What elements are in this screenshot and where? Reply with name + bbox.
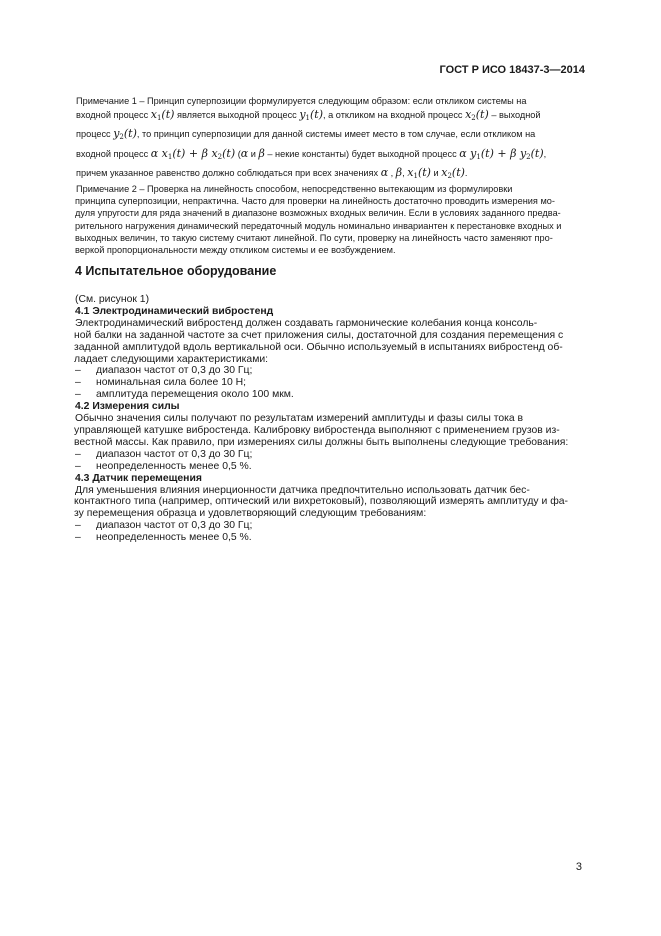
note-text: , то принцип суперпозиции для данной системы имеет место в том случае, если откликом на (136, 129, 536, 139)
subsection-4-3-title: 4.3 Датчик перемещения (75, 472, 202, 484)
math-beta: β (258, 147, 265, 160)
section-body (75, 294, 583, 544)
note-text: – Проверка на линейность способом, непосредственно вытекающим из формулировки (136, 184, 513, 194)
note-text: – выходной (488, 110, 541, 120)
body-text: Электродинамический вибростенд должен создавать гармонические колебания конца консоль- (75, 317, 538, 329)
note-1-line-5 (76, 166, 584, 180)
body-text: вестной массы. Как правило, при измерениях силы должны быть выполнены следующие требования: (74, 436, 569, 448)
list-item: – номинальная сила более 10 Н; (75, 377, 247, 389)
note-1-line-1-text: – Принцип суперпозиции формулируется следующим образом: если откликом системы на (136, 96, 527, 106)
subsection-4-2-title: 4.2 Измерения силы (75, 401, 180, 413)
body-text: зу перемещения образца и удовлетворяющий следующим требованиям: (74, 508, 427, 520)
note-text: , (543, 149, 547, 159)
note-text: входной процесс (76, 110, 151, 120)
note-text: рительного нагружения динамический передаточный модуль номинально инвариантен к перестановке входных и (75, 220, 562, 231)
body-text: Для уменьшения влияния инерционности датчика предпочтительно использовать датчик бес- (75, 484, 530, 496)
page-number: 3 (575, 861, 582, 873)
note-1-line-2 (76, 108, 584, 122)
math-x2: x2(t) (441, 166, 465, 180)
see-figure: (См. рисунок 1) (75, 294, 150, 305)
math-beta: β (395, 166, 403, 179)
body-text: ной балки на заданной частоте за счет приложения силы, достаточной для создания перемещения с (74, 329, 564, 341)
list-item: – диапазон частот от 0,3 до 30 Гц; (75, 365, 253, 377)
math-y1: y1(t) (299, 108, 324, 122)
list-item: – диапазон частот от 0,3 до 30 Гц; (75, 448, 253, 460)
note-text: причем указанное равенство должно соблюдаться при всех значениях (76, 168, 381, 178)
note-text: входной процесс (76, 149, 151, 159)
body-text: заданной амплитудой вдоль вертикальной оси. Обычно используемый в испытаниях вибростенд об- (74, 341, 563, 353)
note-text: , (388, 168, 396, 178)
document-code: ГОСТ Р ИСО 18437-3—2014 (439, 64, 585, 76)
body-text: ладает следующими характеристиками: (74, 353, 269, 365)
note-1-line-1 (76, 96, 584, 106)
note-text: процесс (76, 129, 114, 139)
note-text: дуля упругости для ряда значений в диапазоне возможных входных величин. Если в условиях заданного предва- (75, 208, 561, 219)
note-text: является выходной процесс (176, 110, 300, 120)
math-alpha: α (380, 166, 389, 179)
note-1-line-3 (76, 127, 584, 141)
note-text: веркой пропорциональности между откликом системы и ее возбуждением. (75, 245, 396, 256)
note-text: принципа суперпозиции, непрактична. Часто для проверки на линейность достаточно проводить измерения мо- (75, 196, 555, 207)
body-text: управляющей катушке вибростенда. Калибровку вибростенда выполняют с применением грузов из- (74, 424, 560, 436)
math-combined-input: α x1(t) + β x2(t) (150, 147, 236, 161)
math-alpha: α (240, 147, 249, 160)
note-text: , а откликом на входной процесс (323, 110, 466, 120)
note-text: . (464, 168, 468, 178)
body-text: контактного типа (например, оптический или вихретоковый), позволяющий измерять амплитуду и фа- (74, 496, 568, 508)
math-x1: x1(t) (150, 108, 175, 122)
list-item: – диапазон частот от 0,3 до 30 Гц; (75, 520, 253, 532)
section-title: 4 Испытательное оборудование (75, 264, 277, 278)
note-text: и (248, 149, 259, 159)
math-x1: x1(t) (407, 166, 431, 180)
note-2-label: Примечание 2 (76, 184, 137, 194)
note-text: выходных величин, то такую систему считают линейной. По сути, проверку на линейность часто заменяют про- (75, 232, 553, 243)
note-text: и (430, 168, 442, 178)
math-x2: x2(t) (465, 108, 489, 122)
body-text: Обычно значения силы получают по результатам измерений амплитуды и фазы силы тока в (75, 413, 524, 425)
math-y2: y2(t) (113, 127, 137, 141)
note-text: , (402, 168, 408, 178)
note-1-label: Примечание 1 (76, 96, 137, 106)
list-item: – неопределенность менее 0,5 %. (75, 532, 252, 544)
note-1-line-4 (76, 147, 584, 161)
note-text: – некие константы) будет выходной процесс (264, 149, 460, 159)
math-combined-output: α y1(t) + β y2(t) (459, 147, 544, 161)
note-2 (76, 183, 584, 256)
note-text: ( (237, 149, 241, 159)
subsection-4-1-title: 4.1 Электродинамический вибростенд (75, 305, 274, 317)
list-item: – неопределенность менее 0,5 %. (75, 460, 252, 472)
list-item: – амплитуда перемещения около 100 мкм. (75, 389, 294, 401)
